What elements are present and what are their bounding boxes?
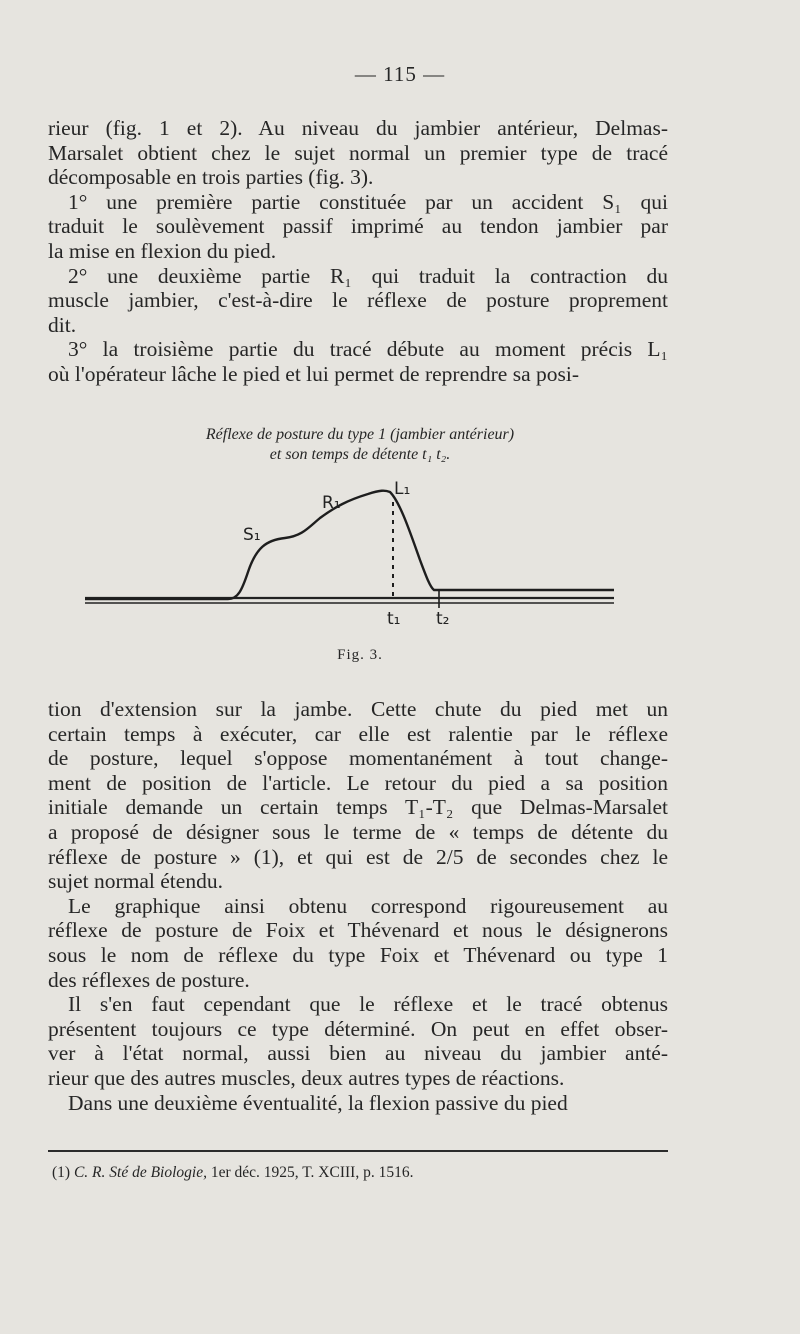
text-line: ver à l'état normal, aussi bien au niveau du jambier anté-: [48, 1041, 668, 1066]
text-line: 2° une deuxième partie R₁ qui traduit la contraction du: [68, 263, 668, 288]
text-line: traduit le soulèvement passif imprimé au tendon jambier par: [48, 214, 668, 239]
text-line: Dans une deuxième éventualité, la flexion passive du pied: [68, 1090, 568, 1115]
text-line: décomposable en trois parties (fig. 3).: [48, 165, 374, 190]
r1-label: R₁: [322, 493, 341, 513]
text-line: sous le nom de réflexe du type Foix et Thévenard ou type 1: [48, 942, 668, 967]
text-line: présentent toujours ce type déterminé. On peut en effet obser-: [48, 1016, 668, 1041]
text-line: Il s'en faut cependant que le réflexe et le tracé obtenus: [68, 992, 668, 1017]
text-line: rieur que des autres muscles, deux autres types de réactions.: [48, 1065, 565, 1090]
footnote: [52, 1164, 672, 1182]
text-line: ment de position de l'article. Le retour du pied a sa position: [48, 770, 668, 795]
paragraph: [48, 697, 668, 894]
paragraph: [48, 1091, 668, 1116]
figure-caption-line-1: Réflexe de posture du type 1 (jambier antérieur): [205, 426, 515, 443]
figure-caption: [0, 425, 720, 465]
text-line: des réflexes de posture.: [48, 967, 250, 992]
text-line: initiale demande un certain temps T₁-T₂ que Delmas-Marsalet: [48, 795, 668, 820]
s1-label: S₁: [243, 525, 261, 545]
page-number: — 115 —: [354, 62, 446, 86]
footnote-details: 1er déc. 1925, T. XCIII, p. 1516.: [210, 1164, 414, 1181]
reflex-trace-line: [85, 491, 614, 599]
text-line: a proposé de désigner sous le terme de « temps de détente du: [48, 819, 668, 844]
text-line: 1° une première partie constituée par un accident S₁ qui: [68, 189, 668, 214]
paragraph: [48, 894, 668, 992]
paragraph: [48, 992, 668, 1090]
t2-label: t₂: [436, 609, 450, 629]
t1-label: t₁: [387, 609, 401, 629]
footnote-number: (1): [52, 1164, 71, 1181]
text-line: 3° la troisième partie du tracé débute au moment précis L₁: [68, 337, 668, 362]
text-line: où l'opérateur lâche le pied et lui permet de reprendre sa posi-: [48, 361, 579, 386]
top-text: [48, 116, 668, 387]
paragraph: [48, 264, 668, 338]
text-line: dit.: [48, 312, 77, 337]
text-line: sujet normal étendu.: [48, 869, 223, 894]
text-line: muscle jambier, c'est-à-dire le réflexe de posture proprement: [48, 288, 668, 313]
paragraph: [48, 190, 668, 264]
text-line: rieur (fig. 1 et 2). Au niveau du jambier antérieur, Delmas-: [48, 116, 668, 140]
reflex-trace-figure: [80, 472, 620, 642]
text-line: la mise en flexion du pied.: [48, 238, 277, 263]
bottom-text: [48, 697, 668, 1115]
text-line: certain temps à exécuter, car elle est ralentie par le réflexe: [48, 721, 668, 746]
text-line: Le graphique ainsi obtenu correspond rigoureusement au: [68, 893, 668, 918]
paragraph: [48, 337, 668, 386]
text-line: de posture, lequel s'oppose momentanément à tout change-: [48, 746, 668, 771]
footnote-rule: [48, 1150, 668, 1152]
text-line: Marsalet obtient chez le sujet normal un premier type de tracé: [48, 140, 668, 165]
text-line: réflexe de posture » (1), et qui est de 2/5 de secondes chez le: [48, 844, 668, 869]
footnote-source: C. R. Sté de Biologie,: [73, 1164, 207, 1181]
figure-number-label: Fig. 3.: [337, 647, 383, 663]
figure-caption-line-2: et son temps de détente t₁ t₂.: [269, 446, 451, 463]
text-line: tion d'extension sur la jambe. Cette chute du pied met un: [48, 697, 668, 721]
paragraph: [48, 116, 668, 190]
text-line: réflexe de posture de Foix et Thévenard et nous le désignerons: [48, 918, 668, 943]
l1-label: L₁: [394, 479, 411, 499]
